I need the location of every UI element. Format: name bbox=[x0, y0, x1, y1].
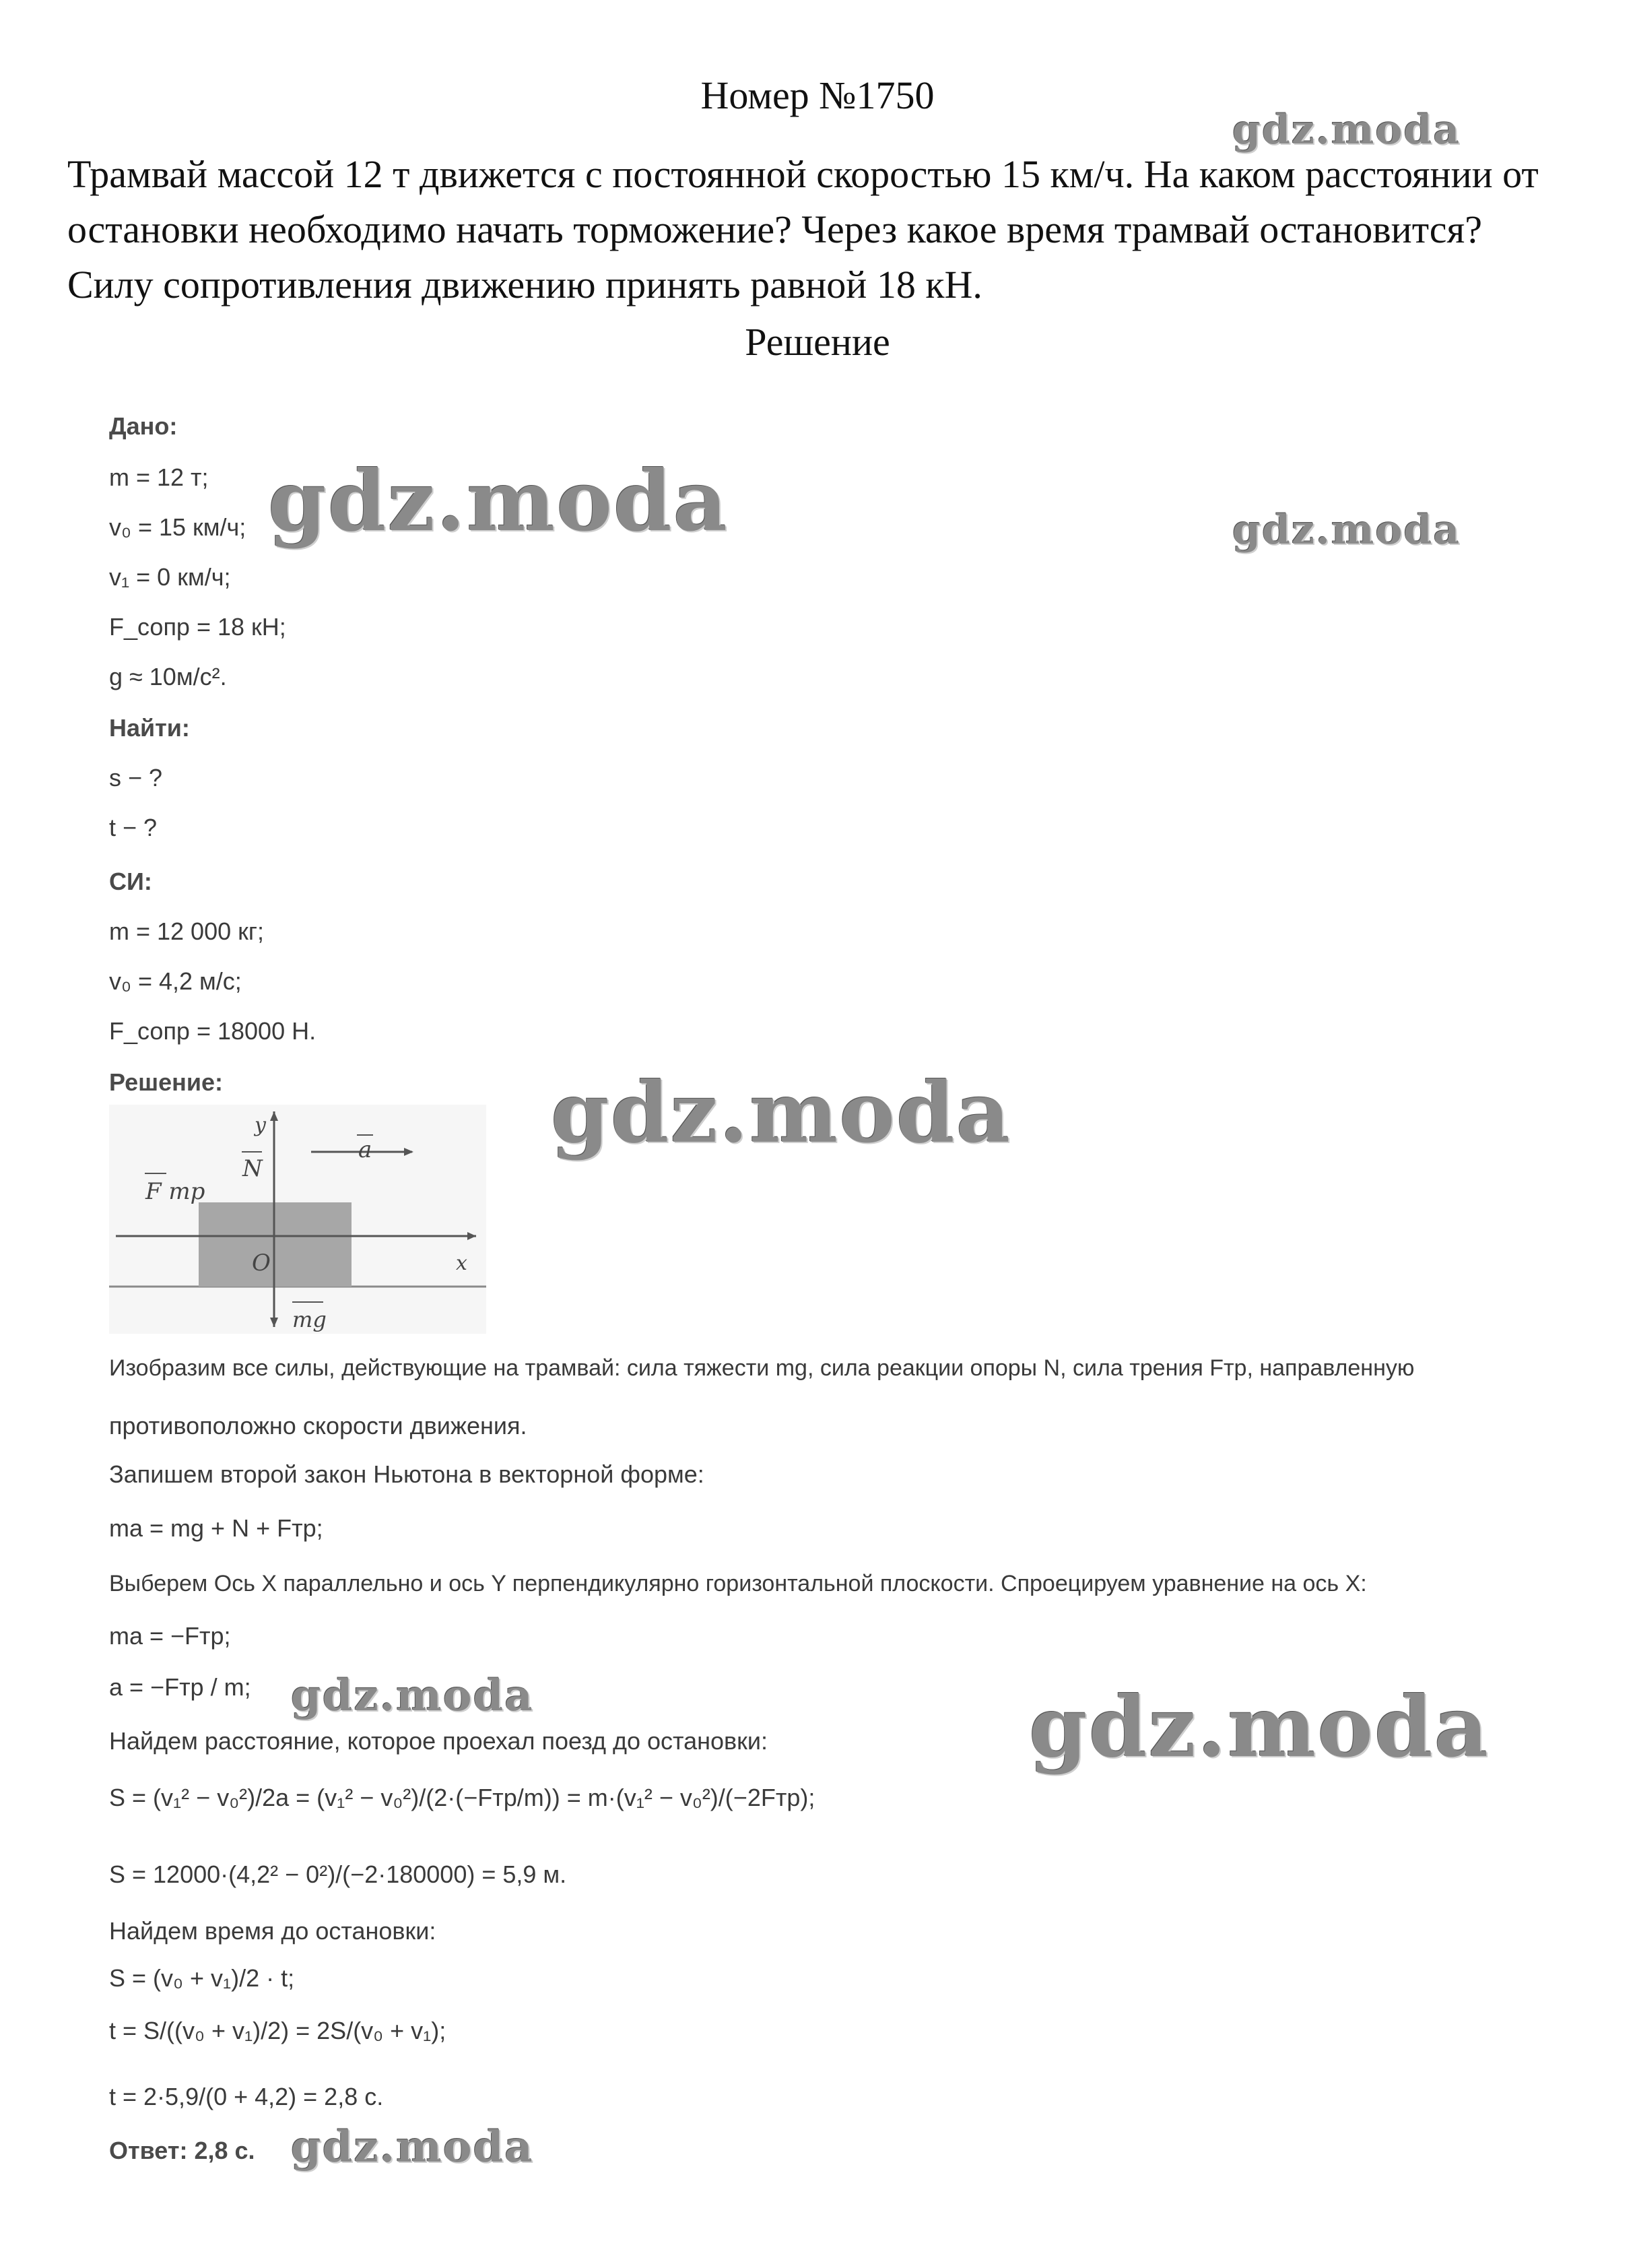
equation: S = (v₁² − v₀²)/2a = (v₁² − v₀²)/(2·(−Fтр/m)) = m·(v₁² − v₀²)/(−2Fтр); bbox=[109, 1784, 815, 1811]
problem-text: Трамвай массой 12 т движется с постоянной скоростью 15 км/ч. На каком расстоянии от остановки необходимо начать торможение? Через какое время трамвай остановится? Силу сопротивления движению принять равной 18 кН. bbox=[67, 152, 1539, 306]
given-line: g ≈ 10м/с². bbox=[109, 663, 227, 690]
equation: ma = mg + N + Fтр; bbox=[109, 1514, 323, 1542]
equation: ma = −Fтр; bbox=[109, 1622, 231, 1650]
watermark: gdz.moda bbox=[1029, 1679, 1490, 1776]
given-line: v₁ = 0 км/ч; bbox=[109, 563, 231, 591]
equation: a = −Fтр / m; bbox=[109, 1673, 251, 1701]
watermark: gdz.moda bbox=[291, 2122, 534, 2172]
solution-heading: Решение bbox=[745, 320, 890, 364]
equation: S = 12000·(4,2² − 0²)/(−2·180000) = 5,9 м. bbox=[109, 1860, 567, 1888]
find-line: s − ? bbox=[109, 764, 163, 791]
watermark: gdz.moda bbox=[268, 453, 729, 550]
solution-line: Запишем второй закон Ньютона в векторной форме: bbox=[109, 1460, 704, 1488]
force-diagram bbox=[109, 1105, 486, 1334]
find-heading: Найти: bbox=[109, 714, 190, 742]
given-line: F_сопр = 18 кН; bbox=[109, 613, 286, 641]
label-F: F тр bbox=[145, 1178, 205, 1205]
solution-line: Выберем Ось X параллельно и ось Y перпендикулярно горизонтальной плоскости. Спроецируем уравнение на ось X: bbox=[109, 1571, 1367, 1596]
given-heading: Дано: bbox=[109, 412, 178, 440]
given-line: v₀ = 15 км/ч; bbox=[109, 513, 246, 541]
equation: S = (v₀ + v₁)/2 · t; bbox=[109, 1964, 295, 1992]
si-line: v₀ = 4,2 м/с; bbox=[109, 967, 242, 995]
page-title: Номер №1750 bbox=[700, 73, 935, 117]
si-line: m = 12 000 кг; bbox=[109, 917, 265, 945]
label-y: y bbox=[255, 1113, 266, 1137]
watermark: gdz.moda bbox=[1232, 507, 1461, 554]
label-mg: mg bbox=[292, 1307, 327, 1332]
si-line: F_сопр = 18000 Н. bbox=[109, 1017, 316, 1045]
solution-line: Изобразим все силы, действующие на трамвай: сила тяжести mg, сила реакции опоры N, сила трения Fтр, направленную bbox=[109, 1355, 1415, 1381]
solution-line: Найдем расстояние, которое проехал поезд до остановки: bbox=[109, 1727, 768, 1755]
solution-subheading: Решение: bbox=[109, 1068, 224, 1096]
label-N: N bbox=[242, 1155, 263, 1182]
label-x: x bbox=[456, 1252, 467, 1275]
given-line: m = 12 т; bbox=[109, 463, 209, 491]
watermark: gdz.moda bbox=[1232, 106, 1461, 154]
solution-line: противоположно скорости движения. bbox=[109, 1412, 527, 1439]
watermark: gdz.moda bbox=[291, 1671, 534, 1721]
solution-line: Найдем время до остановки: bbox=[109, 1917, 436, 1945]
si-heading: СИ: bbox=[109, 868, 152, 895]
watermark: gdz.moda bbox=[551, 1064, 1011, 1162]
find-line: t − ? bbox=[109, 814, 158, 841]
label-a: a bbox=[358, 1136, 372, 1163]
answer: Ответ: 2,8 с. bbox=[109, 2137, 255, 2164]
equation: t = 2·5,9/(0 + 4,2) = 2,8 с. bbox=[109, 2083, 384, 2110]
label-O: O bbox=[252, 1250, 271, 1276]
equation: t = S/((v₀ + v₁)/2) = 2S/(v₀ + v₁); bbox=[109, 2017, 446, 2044]
